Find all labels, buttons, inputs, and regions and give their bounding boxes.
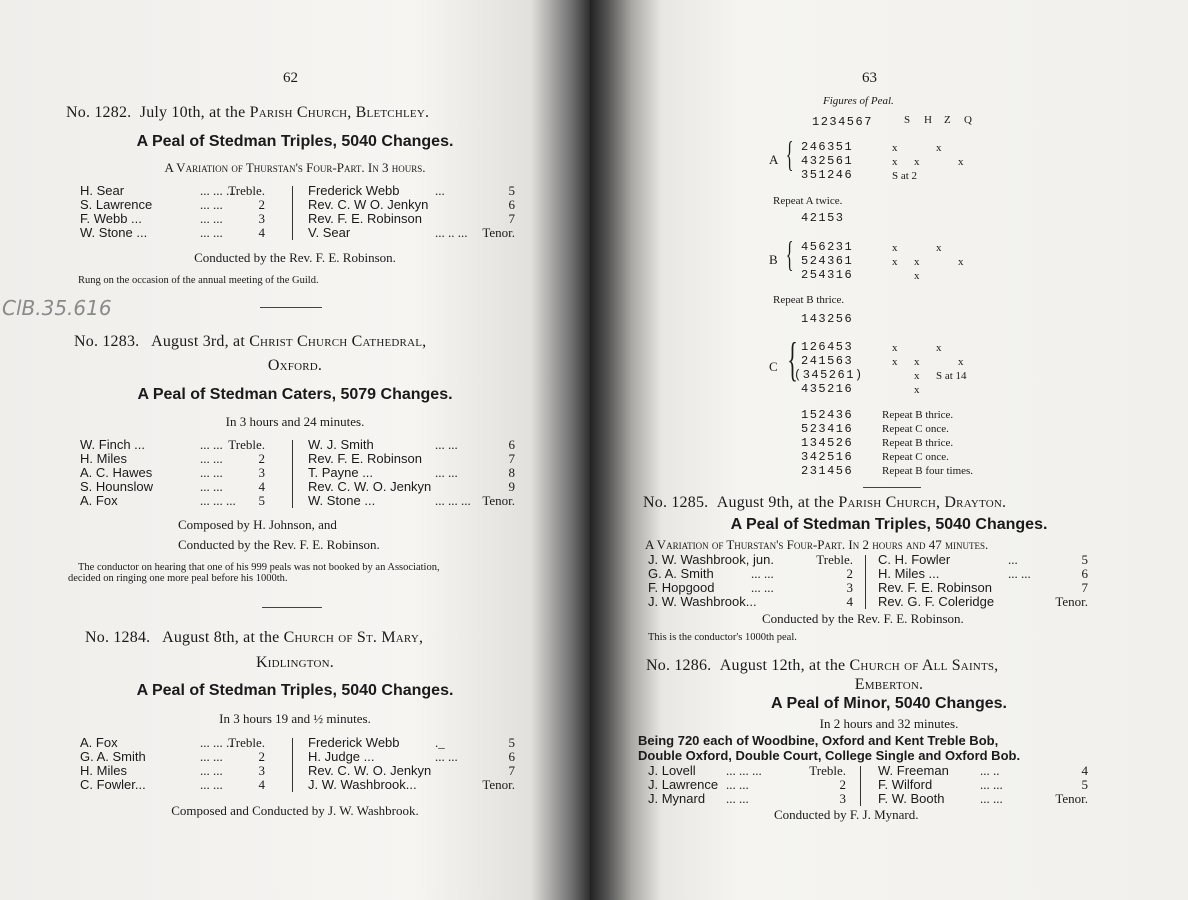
ringer-bell: Tenor. xyxy=(482,225,515,240)
call-mark: x xyxy=(914,370,920,382)
row-sequence: 456231 xyxy=(801,240,854,254)
ringer-name: A. Fox xyxy=(80,735,118,750)
peal-header xyxy=(66,104,429,122)
ringer-bell: 9 xyxy=(508,479,515,494)
ringer-row xyxy=(80,764,278,778)
ringer-bell: 6 xyxy=(1081,566,1088,581)
page-number: 63 xyxy=(862,70,877,86)
ringer-bell: 2 xyxy=(258,451,265,466)
ringer-name: Rev. G. F. Coleridge xyxy=(878,594,995,609)
row-sequence: (345261) xyxy=(794,368,864,382)
peal-number: No. 1286. xyxy=(646,657,712,674)
repeat-note: Repeat C once. xyxy=(882,423,949,435)
methods-line: Double Oxford, Double Court, College Single and Oxford Bob. xyxy=(638,748,1021,763)
ringer-name: S. Hounslow xyxy=(80,479,153,494)
ringer-bell: 2 xyxy=(258,749,265,764)
ringer-row xyxy=(648,567,858,581)
ringer-bell: 4 xyxy=(258,777,265,792)
ringers-right-column xyxy=(878,553,1088,609)
ringer-dots: ... ... ... xyxy=(200,183,236,198)
ringer-row xyxy=(80,750,278,764)
peal-subtitle: In 2 hours and 32 minutes. xyxy=(819,716,959,731)
brace: { xyxy=(785,134,794,174)
ringer-row xyxy=(80,452,278,466)
composer-line: Composed by H. Johnson, and xyxy=(178,517,337,532)
block-label: C xyxy=(769,359,778,374)
peal-place: Church of St. Mary, xyxy=(283,629,424,646)
page-number: 62 xyxy=(283,70,298,86)
peal-subtitle: In 3 hours and 24 minutes. xyxy=(225,414,365,429)
row-sequence: 351246 xyxy=(801,168,854,182)
ringer-bell: Tenor. xyxy=(1055,594,1088,609)
ringers-left-column xyxy=(648,553,858,609)
call-mark: S at 14 xyxy=(936,370,967,382)
peal-note: Rung on the occasion of the annual meeting of the Guild. xyxy=(78,275,319,286)
peal-note: The conductor on hearing that one of his 999 peals was not booked by an Association, xyxy=(78,562,440,573)
ringer-name: H. Judge ... xyxy=(308,749,375,764)
ringer-row xyxy=(80,736,278,750)
figures-caption: Figures of Peal. xyxy=(823,95,894,107)
ringer-dots: ... .. xyxy=(980,763,1000,778)
ringer-row xyxy=(308,212,515,226)
ringer-name: Rev. F. E. Robinson xyxy=(308,211,422,226)
ringer-dots: ... ... xyxy=(435,465,458,480)
ringer-name: C. Fowler... xyxy=(80,777,146,792)
ringer-dots: ... ... xyxy=(200,763,223,778)
ringer-name: F. W. Booth xyxy=(878,791,945,806)
peal-number: No. 1285. xyxy=(643,494,709,511)
call-mark: x xyxy=(936,342,942,354)
ringers-right-column xyxy=(308,184,515,240)
call-column-header: S xyxy=(904,114,911,126)
call-mark: x xyxy=(892,342,898,354)
call-column-header: Q xyxy=(964,114,972,126)
ringer-dots: ... ... xyxy=(751,566,774,581)
ringer-row xyxy=(308,184,515,198)
ringer-row xyxy=(80,778,278,792)
peal-title: A Peal of Stedman Triples, 5040 Changes. xyxy=(136,133,454,150)
call-mark: S at 2 xyxy=(892,170,918,182)
ringers-right-column xyxy=(878,764,1088,806)
ringer-dots: ... ... xyxy=(200,777,223,792)
ringer-row xyxy=(308,778,515,792)
ringer-row xyxy=(308,466,515,480)
conductor-line: Composed and Conducted by J. W. Washbrook. xyxy=(171,803,419,818)
row-sequence: 126453 xyxy=(801,340,854,354)
ringer-dots: ._ xyxy=(435,735,445,750)
row-sequence: 432561 xyxy=(801,154,854,168)
peal-date: August 12th, at the xyxy=(719,657,846,674)
ringer-name: Rev. C. W. O. Jenkyn xyxy=(308,479,432,494)
ringer-row xyxy=(80,480,278,494)
ringer-row xyxy=(878,792,1088,806)
ringer-row xyxy=(308,480,515,494)
ringer-bell: 8 xyxy=(508,465,515,480)
ringer-bell: Treble. xyxy=(816,552,853,567)
ringer-name: W. Stone ... xyxy=(308,493,376,508)
ringer-dots: ... ... xyxy=(200,749,223,764)
ringer-dots: ... ... xyxy=(980,791,1003,806)
ringer-row xyxy=(308,736,515,750)
peal-place-line2: Kidlington. xyxy=(255,654,335,671)
ringer-row xyxy=(878,553,1088,567)
brace: { xyxy=(787,333,798,386)
call-mark: x xyxy=(936,242,942,254)
ringer-bell: 4 xyxy=(258,479,265,494)
ringer-name: S. Lawrence xyxy=(80,197,153,212)
ringer-row xyxy=(80,226,278,240)
row-sequence: 254316 xyxy=(801,268,854,282)
peal-place: Parish Church, Bletchley. xyxy=(249,104,430,121)
ringer-dots: ... ... xyxy=(726,791,749,806)
conductor-line: Conducted by F. J. Mynard. xyxy=(774,807,919,822)
repeat-note: Repeat B four times. xyxy=(882,465,974,477)
ringer-name: W. J. Smith xyxy=(308,437,374,452)
call-mark: x xyxy=(892,156,898,168)
row-sequence: 241563 xyxy=(801,354,854,368)
ringer-bell: 5 xyxy=(508,735,515,750)
repeat-note: Repeat C once. xyxy=(882,451,949,463)
methods-line: Being 720 each of Woodbine, Oxford and Kent Treble Bob, xyxy=(638,733,999,748)
row-sequence: 152436 xyxy=(801,408,854,422)
ringer-name: H. Miles xyxy=(80,451,127,466)
lead-end: 42153 xyxy=(801,211,845,225)
ringer-bell: Treble. xyxy=(228,183,265,198)
ringer-bell: 7 xyxy=(1081,580,1088,595)
call-column-header: H xyxy=(924,114,932,126)
call-mark: x xyxy=(936,142,942,154)
ringer-name: A. C. Hawes xyxy=(80,465,153,480)
ringer-bell: Treble. xyxy=(228,735,265,750)
ringer-name: Rev. C. W. O. Jenkyn xyxy=(308,763,432,778)
repeat-note: Repeat A twice. xyxy=(773,195,843,207)
ringer-bell: 3 xyxy=(258,211,265,226)
ringer-bell: 5 xyxy=(1081,552,1088,567)
call-mark: x xyxy=(914,256,920,268)
ringer-name: J. Lawrence xyxy=(648,777,719,792)
peal-title: A Peal of Stedman Triples, 5040 Changes. xyxy=(136,682,454,699)
peal-number: No. 1284. xyxy=(85,629,151,646)
ringer-name: A. Fox xyxy=(80,493,118,508)
ringer-row xyxy=(648,778,853,792)
peal-title: A Peal of Stedman Caters, 5079 Changes. xyxy=(137,386,453,403)
ringer-row xyxy=(648,581,858,595)
ringer-bell: Tenor. xyxy=(1055,791,1088,806)
ringer-name: C. H. Fowler xyxy=(878,552,951,567)
peal-subtitle: A Variation of Thurstan's Four-Part. In 3 hours. xyxy=(164,160,426,175)
ringer-bell: 2 xyxy=(258,197,265,212)
ringer-bell: 7 xyxy=(508,763,515,778)
ringer-dots: ... ... ... xyxy=(435,493,471,508)
repeat-note: Repeat B thrice. xyxy=(882,437,954,449)
repeat-note: Repeat B thrice. xyxy=(882,409,954,421)
divider xyxy=(262,607,322,608)
ringer-dots: ... ... xyxy=(980,777,1003,792)
ringer-dots: ... ... xyxy=(200,225,223,240)
peal-note: decided on ringing one more peal before his 1000th. xyxy=(68,573,288,584)
ringer-bell: 5 xyxy=(508,183,515,198)
ringer-row xyxy=(80,184,278,198)
ringer-row xyxy=(648,764,853,778)
row-sequence: 342516 xyxy=(801,450,854,464)
ringer-row xyxy=(308,764,515,778)
ringers-left-column xyxy=(80,438,278,508)
column-divider xyxy=(292,738,293,792)
ringer-name: Frederick Webb xyxy=(308,183,400,198)
call-mark: x xyxy=(958,256,964,268)
conductor-line: Conducted by the Rev. F. E. Robinson. xyxy=(194,250,396,265)
ringers-table xyxy=(80,735,515,794)
call-mark: x xyxy=(914,384,920,396)
call-mark: x xyxy=(914,356,920,368)
conductor-line: Conducted by the Rev. F. E. Robinson. xyxy=(762,611,964,626)
ringer-row xyxy=(648,792,853,806)
peal-header xyxy=(643,494,1006,512)
call-column-header: Z xyxy=(944,114,951,126)
row-sequence: 524361 xyxy=(801,254,854,268)
row-sequence: 435216 xyxy=(801,382,854,396)
peal-number: No. 1282. xyxy=(66,104,132,121)
margin-mark: ClB.35.616 xyxy=(2,296,112,320)
ringer-bell: 6 xyxy=(508,197,515,212)
peal-header xyxy=(646,657,998,675)
block-label: A xyxy=(769,152,779,167)
call-mark: x xyxy=(914,270,920,282)
ringer-name: T. Payne ... xyxy=(308,465,374,480)
call-mark: x xyxy=(892,142,898,154)
ringer-row xyxy=(878,595,1088,609)
ringer-name: J. Lovell xyxy=(648,763,696,778)
ringer-bell: Treble. xyxy=(809,763,846,778)
ringer-name: H. Miles xyxy=(80,763,127,778)
call-mark: x xyxy=(914,156,920,168)
ringer-bell: 5 xyxy=(1081,777,1088,792)
ringer-name: J. W. Washbrook... xyxy=(648,594,757,609)
ringers-left-column xyxy=(80,184,278,240)
ringers-table xyxy=(648,553,1088,611)
ringer-row xyxy=(308,438,515,452)
ringer-dots: ... ... xyxy=(200,479,223,494)
peal-subtitle: A Variation of Thurstan's Four-Part. In 2 hours and 47 minutes. xyxy=(645,537,989,552)
ringer-name: F. Hopgood xyxy=(648,580,715,595)
peal-date: July 10th, at the xyxy=(139,104,246,121)
ringer-row xyxy=(308,226,515,240)
ringer-row xyxy=(80,212,278,226)
ringer-row xyxy=(648,595,858,609)
ringer-name: G. A. Smith xyxy=(648,566,714,581)
ringer-row xyxy=(648,553,858,567)
peal-header xyxy=(85,629,423,647)
ringer-bell: Tenor. xyxy=(482,493,515,508)
call-mark: x xyxy=(892,242,898,254)
ringer-row xyxy=(878,581,1088,595)
figures-header-digits: 1234567 xyxy=(812,115,873,129)
ringer-dots: ... ... xyxy=(200,211,223,226)
ringer-bell: Tenor. xyxy=(482,777,515,792)
ringers-left-column xyxy=(80,736,278,792)
ringer-row xyxy=(308,452,515,466)
ringer-row xyxy=(80,198,278,212)
ringers-right-column xyxy=(308,438,515,508)
column-divider xyxy=(865,555,866,609)
ringer-name: Rev. F. E. Robinson xyxy=(878,580,992,595)
row-sequence: 134526 xyxy=(801,436,854,450)
ringer-name: W. Freeman xyxy=(878,763,949,778)
call-mark: x xyxy=(892,356,898,368)
row-sequence: 523416 xyxy=(801,422,854,436)
ringer-name: V. Sear xyxy=(308,225,351,240)
ringer-name: J. W. Washbrook... xyxy=(308,777,417,792)
column-divider xyxy=(860,766,861,806)
block-label: B xyxy=(769,252,778,267)
ringer-dots: ... xyxy=(435,183,445,198)
peal-place: Christ Church Cathedral, xyxy=(249,333,427,350)
ringer-name: J. Mynard xyxy=(648,791,706,806)
ringer-dots: ... ... xyxy=(751,580,774,595)
peal-note: This is the conductor's 1000th peal. xyxy=(648,632,797,643)
repeat-note: Repeat B thrice. xyxy=(773,294,845,306)
ringer-dots: ... ... xyxy=(435,749,458,764)
ringer-bell: 3 xyxy=(258,763,265,778)
call-mark: x xyxy=(892,256,898,268)
ringer-row xyxy=(878,764,1088,778)
ringer-dots: ... ... ... xyxy=(726,763,762,778)
ringer-name: Rev. C. W O. Jenkyn xyxy=(308,197,429,212)
ringer-bell: 2 xyxy=(839,777,846,792)
ringer-dots: ... ... xyxy=(435,437,458,452)
row-sequence: 246351 xyxy=(801,140,854,154)
peal-date: August 8th, at the xyxy=(162,629,280,646)
right-page xyxy=(590,0,1188,900)
peal-place-line2: Emberton. xyxy=(854,676,924,693)
ringer-name: G. A. Smith xyxy=(80,749,146,764)
figures-header xyxy=(812,112,873,130)
peal-title: A Peal of Stedman Triples, 5040 Changes. xyxy=(730,516,1048,533)
ringers-left-column xyxy=(648,764,853,806)
peal-place: Church of All Saints, xyxy=(849,657,999,674)
lead-end: 143256 xyxy=(801,312,854,326)
ringer-row xyxy=(308,750,515,764)
ringers-table xyxy=(80,437,515,510)
ringer-row xyxy=(80,438,278,452)
row-sequence: 231456 xyxy=(801,464,854,478)
ringer-row xyxy=(878,778,1088,792)
ringer-name: F. Wilford xyxy=(878,777,933,792)
peal-date: August 9th, at the xyxy=(716,494,835,511)
ringer-dots: ... ... xyxy=(200,451,223,466)
ringer-bell: 6 xyxy=(508,437,515,452)
ringer-name: W. Stone ... xyxy=(80,225,148,240)
ringer-row xyxy=(878,567,1088,581)
ringer-bell: Treble. xyxy=(228,437,265,452)
ringer-bell: 6 xyxy=(508,749,515,764)
ringer-dots: ... ... ... xyxy=(200,493,236,508)
ringer-dots: ... ... xyxy=(200,197,223,212)
peal-header xyxy=(74,333,426,351)
divider xyxy=(863,487,921,488)
ringer-bell: 3 xyxy=(846,580,853,595)
ringer-dots: ... ... .. xyxy=(200,735,233,750)
peal-subtitle: In 3 hours 19 and ½ minutes. xyxy=(219,711,371,726)
column-divider xyxy=(292,440,293,508)
peal-number: No. 1283. xyxy=(74,333,140,350)
ringer-dots: ... ... xyxy=(1008,566,1031,581)
ringer-name: J. W. Washbrook, jun. xyxy=(648,552,774,567)
ringer-row xyxy=(308,198,515,212)
call-mark: x xyxy=(958,156,964,168)
ringer-bell: 4 xyxy=(846,594,853,609)
peal-date: August 3rd, at xyxy=(151,333,245,350)
ringer-name: H. Sear xyxy=(80,183,125,198)
ringer-row xyxy=(308,494,515,508)
ringer-dots: ... xyxy=(1008,552,1018,567)
divider xyxy=(260,307,322,308)
ringer-name: H. Miles ... xyxy=(878,566,940,581)
ringer-name: F. Webb ... xyxy=(80,211,142,226)
ringer-name: Frederick Webb xyxy=(308,735,400,750)
call-mark: x xyxy=(958,356,964,368)
ringer-bell: 4 xyxy=(258,225,265,240)
ringer-dots: ... ... xyxy=(726,777,749,792)
peal-title: A Peal of Minor, 5040 Changes. xyxy=(771,695,1007,712)
ringers-table xyxy=(648,764,1088,808)
ringer-bell: 7 xyxy=(508,451,515,466)
ringer-bell: 7 xyxy=(508,211,515,226)
peal-place-line2: Oxford. xyxy=(267,357,323,374)
ringer-bell: 2 xyxy=(846,566,853,581)
ringer-dots: ... .. ... xyxy=(435,225,468,240)
ringers-table xyxy=(80,183,515,242)
ringer-row xyxy=(80,466,278,480)
brace: { xyxy=(785,234,794,274)
ringer-name: W. Finch ... xyxy=(80,437,146,452)
ringer-bell: 3 xyxy=(839,791,846,806)
ringer-dots: ... ... xyxy=(200,437,223,452)
ringer-name: Rev. F. E. Robinson xyxy=(308,451,422,466)
ringer-bell: 4 xyxy=(1081,763,1088,778)
conductor-line: Conducted by the Rev. F. E. Robinson. xyxy=(178,537,380,552)
left-page xyxy=(0,0,590,900)
ringers-right-column xyxy=(308,736,515,792)
ringer-bell: 5 xyxy=(258,493,265,508)
peal-place: Parish Church, Drayton. xyxy=(838,494,1007,511)
ringer-bell: 3 xyxy=(258,465,265,480)
column-divider xyxy=(292,186,293,240)
ringer-row xyxy=(80,494,278,508)
ringer-dots: ... ... xyxy=(200,465,223,480)
